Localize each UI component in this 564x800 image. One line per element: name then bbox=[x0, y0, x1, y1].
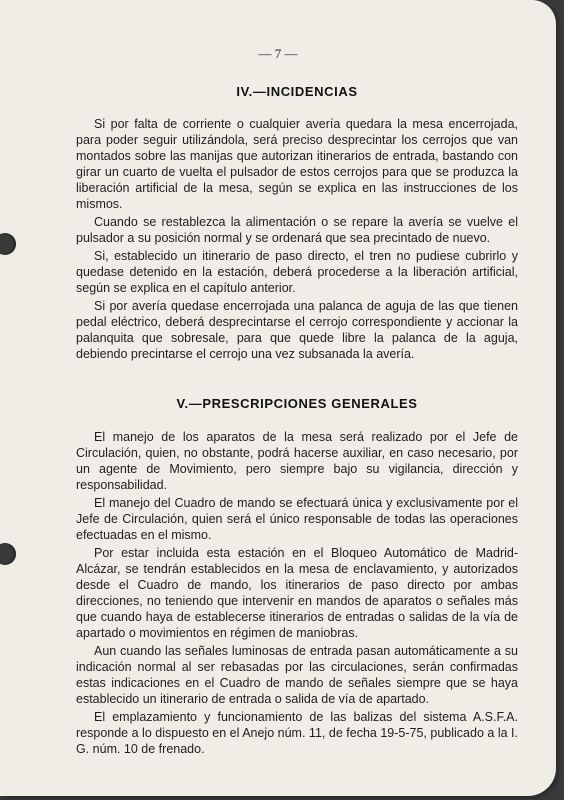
page-content bbox=[76, 80, 518, 759]
paragraph: El manejo del Cuadro de mando se efectuará única y exclusivamente por el Jefe de Circulación, quien será el único responsable de todas las operaciones efectuadas en el mismo. bbox=[76, 496, 518, 542]
section-title: V.—PRESCRIPCIONES GENERALES bbox=[176, 396, 418, 411]
paragraph: Aun cuando las señales luminosas de entrada pasan automáticamente a su indicación normal al ser rebasadas por las circulaciones, serán confirmadas estas indicaciones en el Cuadro de mando de señales siempre que se haya establecido un itinerario de entrada o salida de vía de apartado. bbox=[76, 644, 518, 706]
paragraph: Si por falta de corriente o cualquier avería quedara la mesa encerrojada, para poder seguir utilizándola, será preciso desprecintar los cerrojos que van montados sobre las manijas que autorizan itinerarios de entrada, bastando con girar un cuarto de vuelta el pulsador de estos cerrojos para que se produzca la liberación artificial de la mesa, según se explica en las instrucciones de los mismos. bbox=[76, 117, 518, 211]
paragraph: Si, establecido un itinerario de paso directo, el tren no pudiese cubrirlo y quedase detenido en la estación, deberá procederse a la liberación artificial, según se explica en el capítulo anterior. bbox=[76, 249, 518, 295]
paragraph: Si por avería quedase encerrojada una palanca de aguja de las que tienen pedal eléctrico, deberá desprecintarse el cerrojo correspondiente y accionar la palanquita que sobresale, para que quede libre la palanca de la aguja, debiendo precintarse el cerrojo una vez subsanada la avería. bbox=[76, 299, 518, 361]
page-number: — 7 — bbox=[258, 46, 298, 61]
paragraph: Cuando se restablezca la alimentación o se repare la avería se vuelve el pulsador a su posición normal y se ordenará que sea precintado de nuevo. bbox=[76, 215, 518, 245]
punch-hole-bottom bbox=[0, 543, 16, 565]
paragraph: El manejo de los aparatos de la mesa será realizado por el Jefe de Circulación, quien, no obstante, podrá hacerse auxiliar, en caso necesario, por un agente de Movimiento, pero siempre bajo su vigilancia, dirección y responsabilidad. bbox=[76, 430, 518, 492]
section-prescripciones-generales bbox=[76, 396, 518, 757]
punch-hole-top bbox=[0, 233, 16, 255]
section-title: IV.—INCIDENCIAS bbox=[236, 84, 358, 99]
paragraph: El emplazamiento y funcionamiento de las balizas del sistema A.S.F.A. responde a lo dispuesto en el Anejo núm. 11, de fecha 19-5-75, publicado a la I. G. núm. 10 de frenado. bbox=[76, 710, 518, 756]
paragraph: Por estar incluida esta estación en el Bloqueo Automático de Madrid-Alcázar, se tendrán establecidos en la mesa de enclavamiento, y autorizados desde el Cuadro de mando, los itinerarios de paso directo por ambas direcciones, no teniendo que intervenir en mandos de aparatos o señales más que cuando haya de establecerse itinerarios de entradas o salidas de la vía de apartado o movimientos en régimen de maniobras. bbox=[76, 546, 518, 640]
section-incidencias bbox=[76, 84, 518, 362]
